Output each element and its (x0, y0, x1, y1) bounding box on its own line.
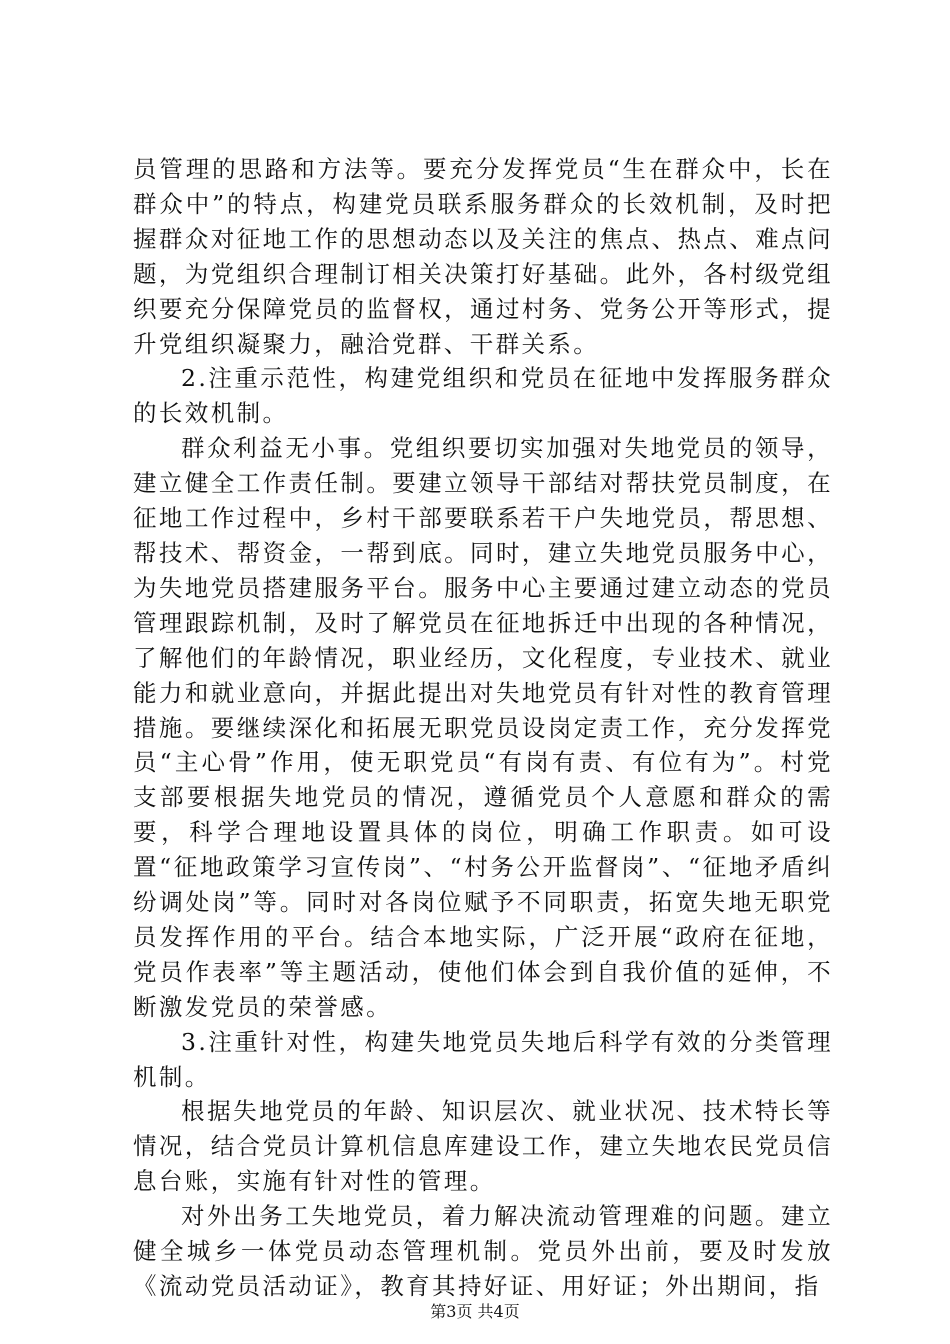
paragraph-section-3-b: 对外出务工失地党员，着力解决流动管理难的问题。建立健全城乡一体党员动态管理机制。党员外出前，要及时发放《流动党员活动证》，教育其持好证、用好证；外出期间，指 (133, 1202, 833, 1300)
page-footer: 第3页 共4页 (430, 1302, 520, 1321)
paragraph-continuation: 员管理的思路和方法等。要充分发挥党员“生在群众中，长在群众中”的特点，构建党员联系服务群众的长效机制，及时把握群众对征地工作的思想动态以及关注的焦点、热点、难点问题，为党组织合理制订相关决策打好基础。此外，各村级党组织要充分保障党员的监督权，通过村务、党务公开等形式，提升党组织凝聚力，融洽党群、干群关系。 (133, 155, 833, 358)
section-heading-2: 2.注重示范性，构建党组织和党员在征地中发挥服务群众的长效机制。 (133, 364, 833, 428)
section-heading-3: 3.注重针对性，构建失地党员失地后科学有效的分类管理机制。 (133, 1027, 833, 1091)
paragraph-section-2: 群众利益无小事。党组织要切实加强对失地党员的领导，建立健全工作责任制。要建立领导干部结对帮扶党员制度，在征地工作过程中，乡村干部要联系若干户失地党员，帮思想、帮技术、帮资金，一帮到底。同时，建立失地党员服务中心，为失地党员搭建服务平台。服务中心主要通过建立动态的党员管理跟踪机制，及时了解党员在征地拆迁中出现的各种情况，了解他们的年龄情况，职业经历，文化程度，专业技术、就业能力和就业意向，并据此提出对失地党员有针对性的教育管理措施。要继续深化和拓展无职党员设岗定责工作，充分发挥党员“主心骨”作用，使无职党员“有岗有责、有位有为”。村党支部要根据失地党员的情况，遵循党员个人意愿和群众的需要，科学合理地设置具体的岗位，明确工作职责。如可设置“征地政策学习宣传岗”、“村务公开监督岗”、“征地矛盾纠纷调处岗”等。同时对各岗位赋予不同职责，拓宽失地无职党员发挥作用的平台。结合本地实际，广泛开展“政府在征地，党员作表率”等主题活动，使他们体会到自我价值的延伸，不断激发党员的荣誉感。 (133, 434, 833, 1021)
document-body (133, 152, 833, 1304)
paragraph-section-3-a: 根据失地党员的年龄、知识层次、就业状况、技术特长等情况，结合党员计算机信息库建设工作，建立失地农民党员信息台账，实施有针对性的管理。 (133, 1097, 833, 1196)
